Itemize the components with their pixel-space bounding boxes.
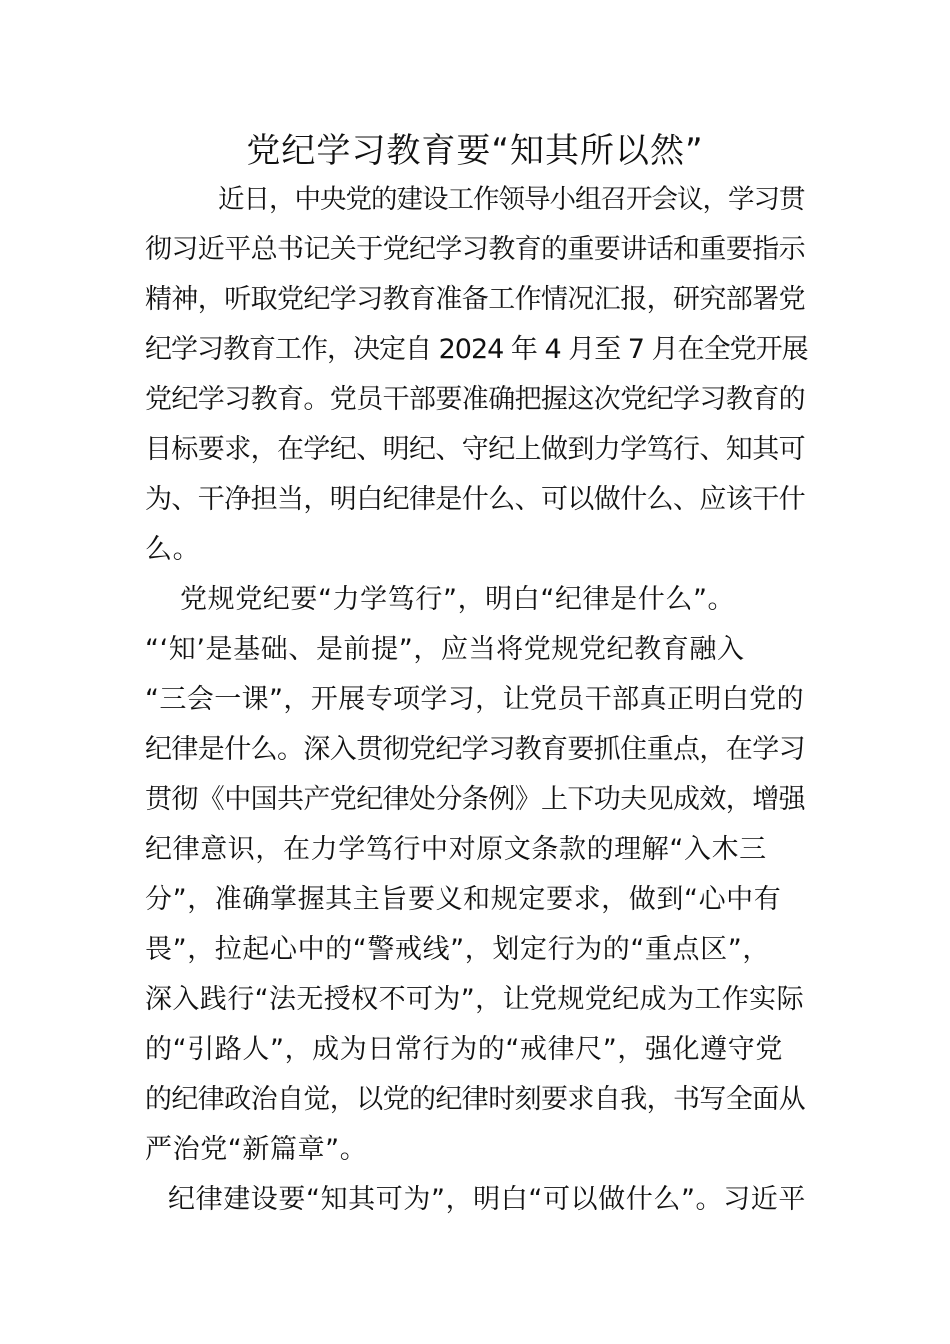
body-line: 为、干净担当，明白纪律是什么、可以做什么、应该干什 — [145, 484, 805, 515]
body-line: 党规党纪要“力学笃行”，明白“纪律是什么”。 — [180, 584, 736, 615]
body-line: 贯彻《中国共产党纪律处分条例》上下功夫见成效，增强 — [145, 784, 805, 815]
body-line: 严治党“新篇章”。 — [145, 1134, 368, 1165]
body-line: 纪律是什么。深入贯彻党纪学习教育要抓住重点，在学习 — [145, 734, 805, 765]
body-line: 的纪律政治自觉，以党的纪律时刻要求自我，书写全面从 — [145, 1084, 805, 1115]
body-line: 彻习近平总书记关于党纪学习教育的重要讲话和重要指示 — [145, 234, 805, 265]
body-line: 党纪学习教育。党员干部要准确把握这次党纪学习教育的 — [145, 384, 805, 415]
body-line: 目标要求，在学纪、明纪、守纪上做到力学笃行、知其可 — [145, 434, 805, 465]
body-line: 深入践行“法无授权不可为”，让党规党纪成为工作实际 — [145, 984, 804, 1015]
body-line: 的“引路人”，成为日常行为的“戒律尺”，强化遵守党 — [145, 1034, 783, 1065]
body-line: 近日，中央党的建设工作领导小组召开会议，学习贯 — [218, 184, 805, 215]
body-line: 么。 — [145, 534, 201, 565]
body-line: 分”，准确掌握其主旨要义和规定要求，做到“心中有 — [145, 884, 782, 915]
body-line: 纪律建设要“知其可为”，明白“可以做什么”。习近平 — [168, 1184, 806, 1215]
document-title: 党纪学习教育要“知其所以然” — [246, 131, 704, 171]
body-line: “三会一课”，开展专项学习，让党员干部真正明白党的 — [145, 684, 804, 715]
body-line: 纪律意识，在力学笃行中对原文条款的理解“入木三 — [145, 834, 767, 865]
body-line: 畏”，拉起心中的“警戒线”，划定行为的“重点区”， — [145, 934, 770, 965]
body-line: “‘知’是基础、是前提”，应当将党规党纪教育融入 — [145, 634, 745, 665]
body-line: 纪学习教育工作，决定自 2024 年 4 月至 7 月在全党开展 — [145, 334, 808, 365]
body-line: 精神，听取党纪学习教育准备工作情况汇报，研究部署党 — [145, 284, 805, 315]
